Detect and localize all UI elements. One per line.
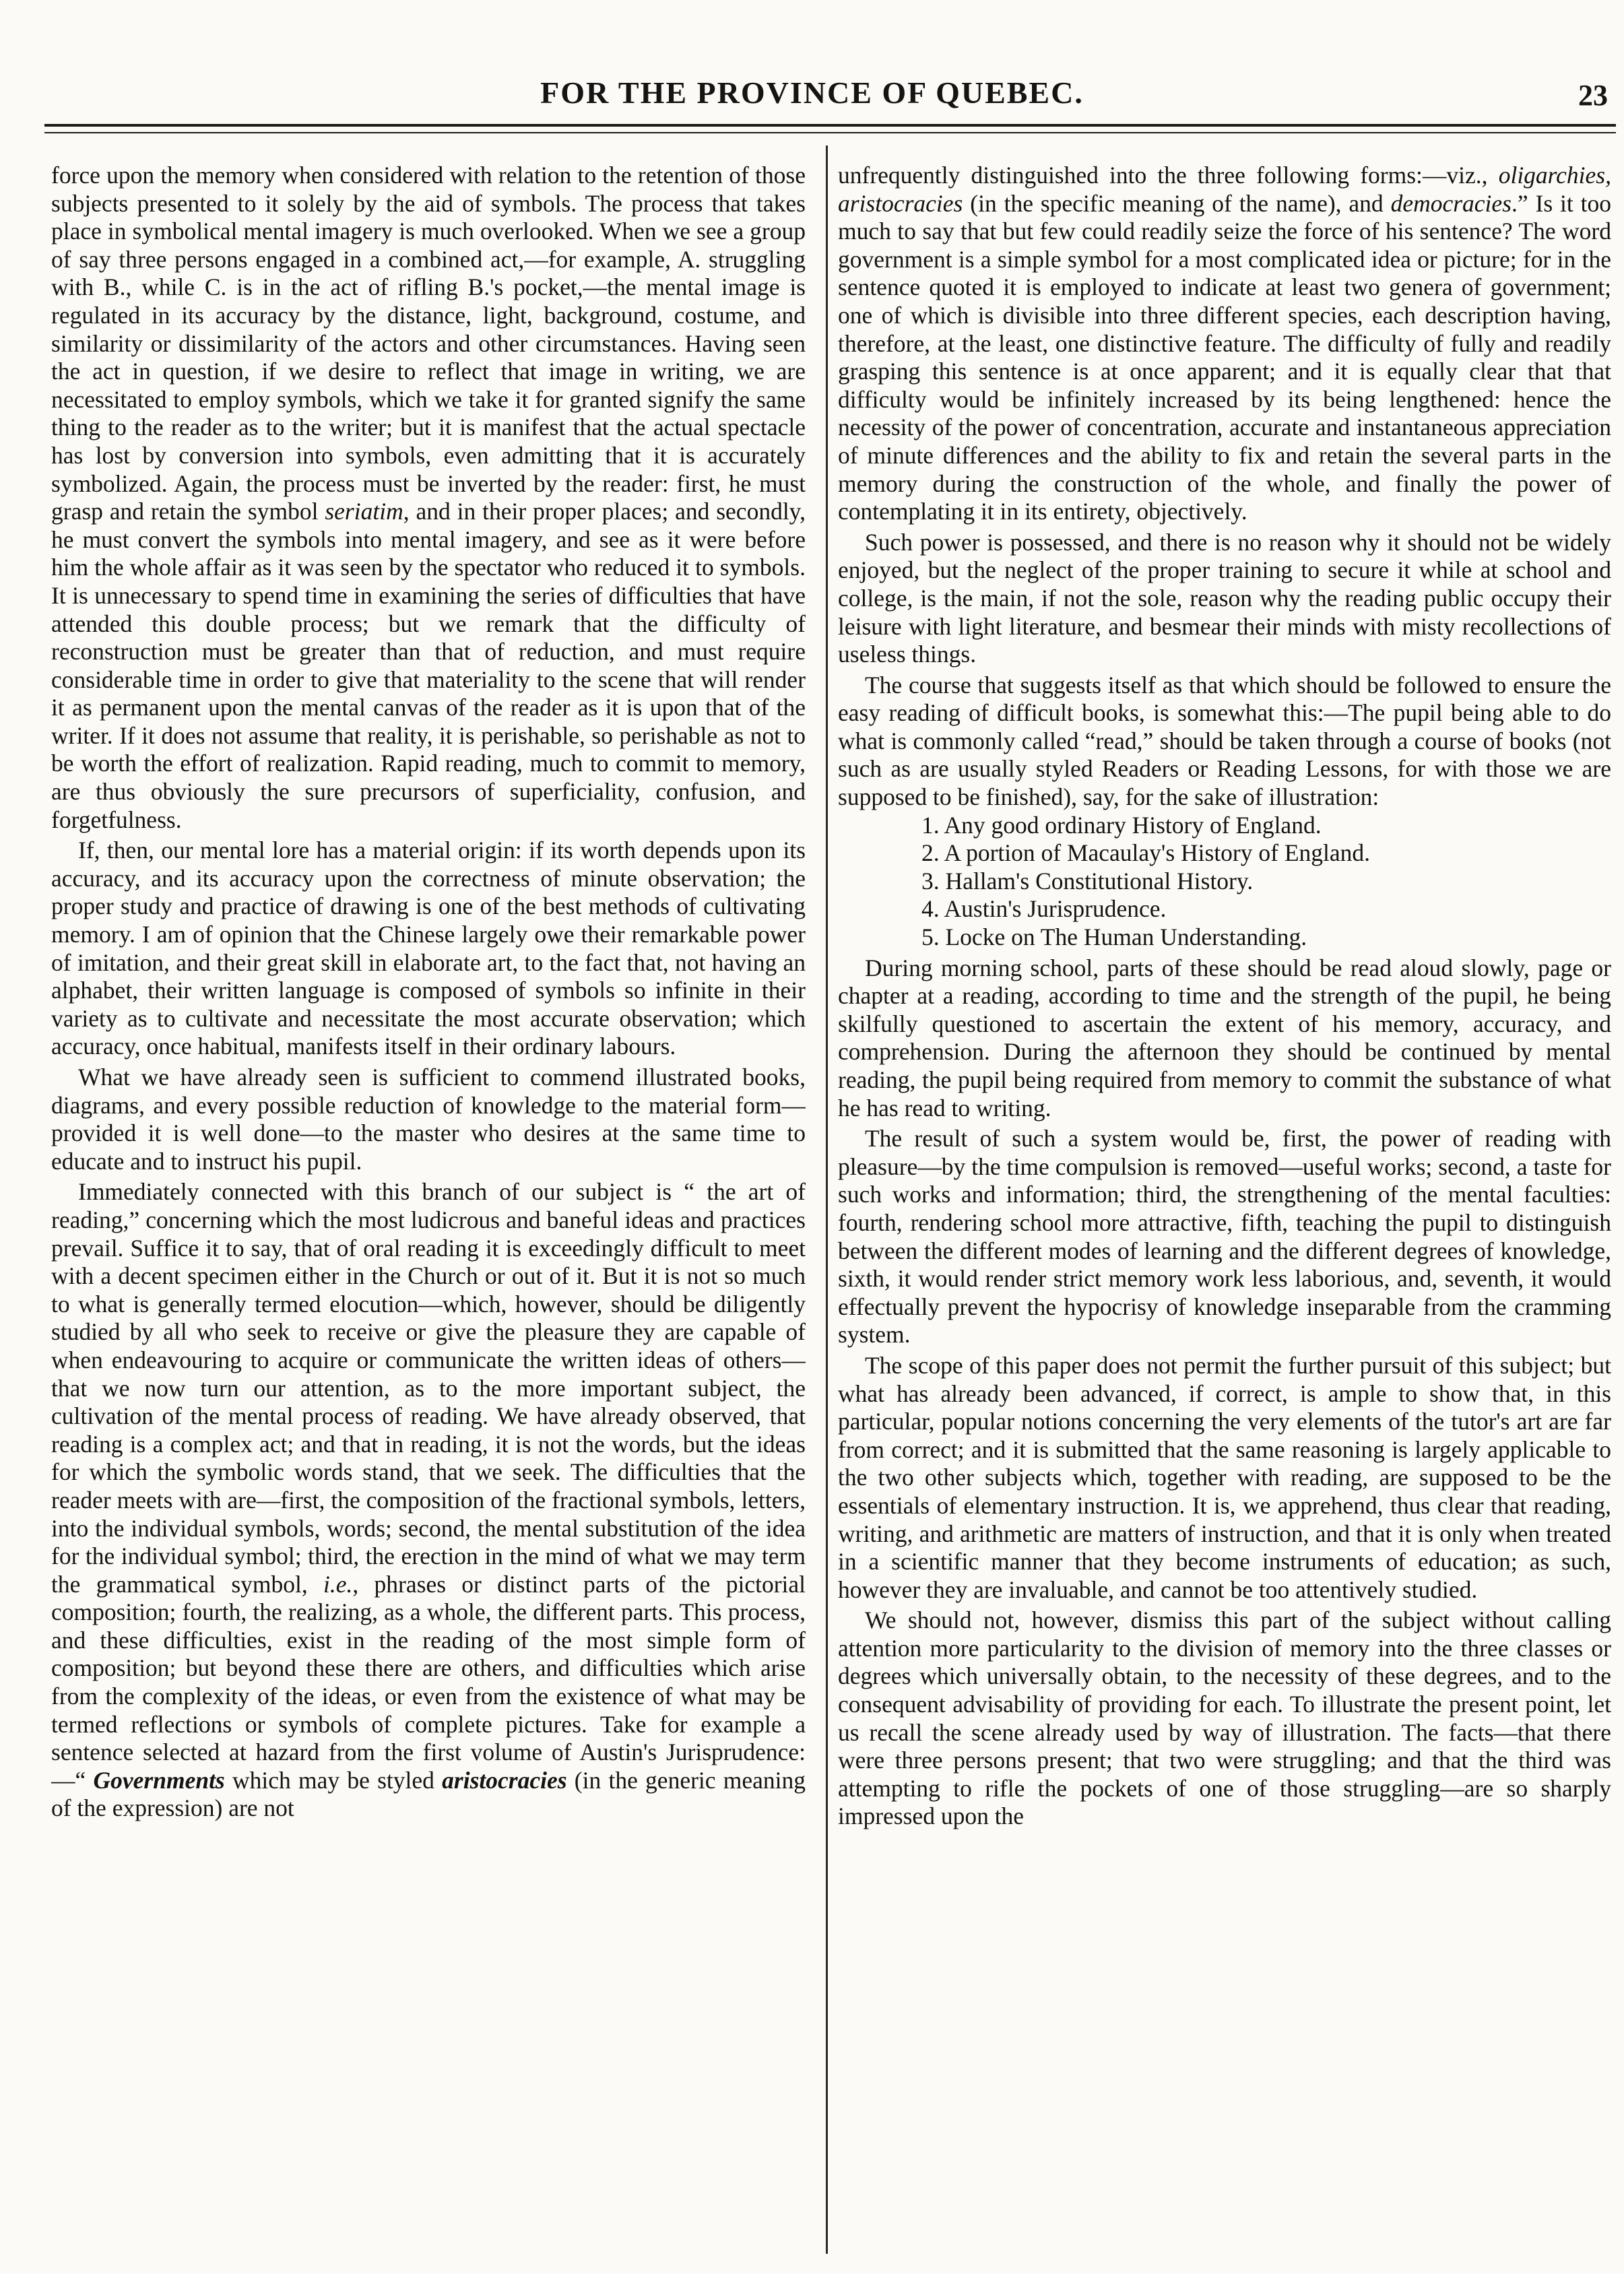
header-rule-thick [44,124,1616,127]
paragraph [51,1178,806,1823]
book-list [838,812,1611,952]
text-run: (in the specific meaning of the name), and [963,189,1391,217]
left-column [51,162,806,2256]
text-run: , and in their proper places; and secondly, he must convert the symbols into mental imagery, and see as it were before him the whole affair as it was seen by the spectator who reduced it to symbols. It is unnecessary to spend time in examining the series of difficulties that have attended this double process; but we remark that the difficulty of reconstruction must be greater than that of reduction, and must require considerable time in order to give that materiality to the scene that will render it as permanent upon the mental canvas of the reader as it is upon that of the writer. If it does not assume that reality, it is perishable, so perishable as not to be worth the effort of realization. Rapid reading, much to commit to memory, are thus obviously the sure precursors of superficiality, confusion, and forgetfulness. [51,498,806,833]
paragraph: The scope of this paper does not permit the further pursuit of this subject; but what has already been advanced, if correct, is ample to show that, in this particular, popular notions concerning the very elements of the tutor's art are far from correct; and it is submitted that the same reasoning is largely applicable to the two other subjects which, together with reading, are supposed to be the essentials of elementary instruction. It is, we apprehend, thus clear that reading, writing, and arithmetic are matters of instruction, and that it is only when treated in a scientific manner that they become instruments of education; as such, however they are invaluable, and cannot be too attentively studied. [838,1351,1611,1603]
paragraph: If, then, our mental lore has a material origin: if its worth depends upon its accuracy, and its accuracy upon the correctness of minute observation; the proper study and practice of drawing is one of the best methods of cultivating memory. I am of opinion that the Chinese largely owe their remarkable power of imitation, and their great skill in elaborate art, to the fact that, not having an alphabet, their written language is composed of symbols so infinite in their variety as to cultivate and necessitate the most accurate observation; which accuracy, once habitual, manifests itself in their ordinary labours. [51,837,806,1060]
paragraph: The result of such a system would be, first, the power of reading with pleasure—by the time compulsion is removed—useful works; second, a taste for such works and information; third, the strengthening of the mental faculties: fourth, rendering school more attractive, fifth, teaching the pupil to distinguish between the different modes of learning and the different degrees of knowledge, sixth, it would render strict memory work less laborious, and, seventh, it would effectually prevent the hypocrisy of knowledge inseparable from the cramming system. [838,1125,1611,1349]
text-run: Immediately connected with this branch of our subject is “ the art of reading,” concerning which the most ludicrous and baneful ideas and practices prevail. Suffice it to say, that of oral reading it is exceedingly difficult to meet with a decent specimen either in the Church or out of it. But it is not so much to what is generally termed elocution—which, however, should be diligently studied by all who seek to receive or give the pleasure they are capable of when endeavouring to acquire or communicate the written ideas of others—that we now turn our attention, as to the more important subject, the cultivation of the mental process of reading. We have already observed, that reading is a complex act; and that in reading, it is not the words, but the ideas for which the symbolic words stand, that we seek. The difficulties that the reader meets with are—first, the composition of the fractional symbols, letters, into the individual symbols, words; second, the mental substitution of the idea for the individual symbol; third, the erection in the mind of what we may term the grammatical symbol, [51,1178,806,1598]
italic-term: seriatim [325,498,403,525]
text-run: which may be styled [224,1766,443,1794]
list-item: 5. Locke on The Human Understanding. [921,923,1307,951]
text-run: force upon the memory when considered with relation to the retention of those subjects presented to it solely by the aid of symbols. The process that takes place in symbolical mental imagery is much overlooked. When we see a group of say three persons engaged in a combined act,—for example, A. struggling with B., while C. is in the act of rifling B.'s pocket,—the mental image is regulated in its accuracy by the distance, light, background, costume, and similarity or dissimilarity of the actors and other circumstances. Having seen the act in question, if we desire to reflect that image in writing, we are necessitated to employ symbols, which we take it for granted signify the same thing to the reader as to the writer; but it is manifest that the actual spectacle has lost by conversion into symbols, even admitting that it is accurately symbolized. Again, the process must be inverted by the reader: first, he must grasp and retain the symbol [51,162,806,525]
page-number: 23 [1578,79,1608,112]
text-run: .” Is it too much to say that but few could readily seize the force of his sentence? The word government is a simple symbol for a most complicated idea or picture; for in the sentence quoted it is employed to indicate at least two genera of government; one of which is divisible into three different species, each description having, therefore, at the least, one distinctive feature. The difficulty of fully and readily grasping this sentence is at once apparent; and it is equally clear that that difficulty would be infinitely increased by its being lengthened: hence the necessity of the power of concentration, accurate and instantaneous appreciation of minute differences and the ability to fix and retain the several parts in the memory during the construction of the whole, and finally the power of contemplating it in its entirety, objectively. [838,189,1611,525]
italic-term: i.e. [323,1570,353,1598]
paragraph: Such power is possessed, and there is no reason why it should not be widely enjoyed, but the neglect of the proper training to secure it while at school and college, is the main, if not the sole, reason why the reading public occupy their leisure with light literature, and besmear their minds with misty recollections of useless things. [838,528,1611,668]
italic-term: democracies [1390,189,1512,217]
text-run: (in the generic meaning of the expression) are not [51,1766,806,1822]
text-run: , phrases or distinct parts of the pictorial composition; fourth, the realizing, as a whole, the different parts. This process, and these difficulties, exist in the reading of the most simple form of composition; but beyond these there are others, and difficulties which arise from the complexity of the ideas, or even from the existence of what may be termed reflections or symbols of complete pictures. Take for example a sentence selected at hazard from the first volume of Austin's Jurisprudence:—“ [51,1570,806,1794]
text-run: unfrequently distinguished into the three following forms:—viz., [838,162,1499,189]
paragraph [51,162,806,834]
italic-term: oligarchies, aristocracies [838,162,1611,217]
paragraph [838,162,1611,526]
list-item: 1. Any good ordinary History of England. [921,811,1322,839]
italic-term: aristocracies [442,1766,567,1794]
list-item: 2. A portion of Macaulay's History of England. [921,839,1371,867]
italic-term: Governments [93,1766,225,1794]
list-item: 3. Hallam's Constitutional History. [921,867,1254,895]
column-divider [826,145,828,2254]
header-rule-thin [44,132,1616,133]
paragraph: The course that suggests itself as that which should be followed to ensure the easy reading of difficult books, is somewhat this:—The pupil being able to do what is commonly called “read,” should be taken through a course of books (not such as are usually styled Readers or Reading Lessons, for with those we are supposed to be finished), say, for the sake of illustration: [838,671,1611,811]
paragraph: During morning school, parts of these should be read aloud slowly, page or chapter at a reading, according to time and the strength of the pupil, he being skilfully questioned to ascertain the extent of his memory, accuracy, and comprehension. During the afternoon they should be continued by mental reading, the pupil being required from memory to commit the substance of what he has read to writing. [838,954,1611,1122]
list-item: 4. Austin's Jurisprudence. [921,895,1167,923]
right-column [838,162,1611,2256]
paragraph: What we have already seen is sufficient to commend illustrated books, diagrams, and every possible reduction of knowledge to the material form—provided it is well done—to the master who desires at the same time to educate and to instruct his pupil. [51,1064,806,1175]
paragraph: We should not, however, dismiss this part of the subject without calling attention more particularity to the division of memory into the three classes or degrees which universally obtain, to the necessity of these degrees, and to the consequent advisability of providing for each. To illustrate the present point, let us recall the scene already used by way of illustration. The facts—that there were three persons present; that two were struggling; and that the third was attempting to rifle the pockets of one of those struggling—are so sharply impressed upon the [838,1606,1611,1830]
running-header-title: FOR THE PROVINCE OF QUEBEC. [540,75,1084,110]
